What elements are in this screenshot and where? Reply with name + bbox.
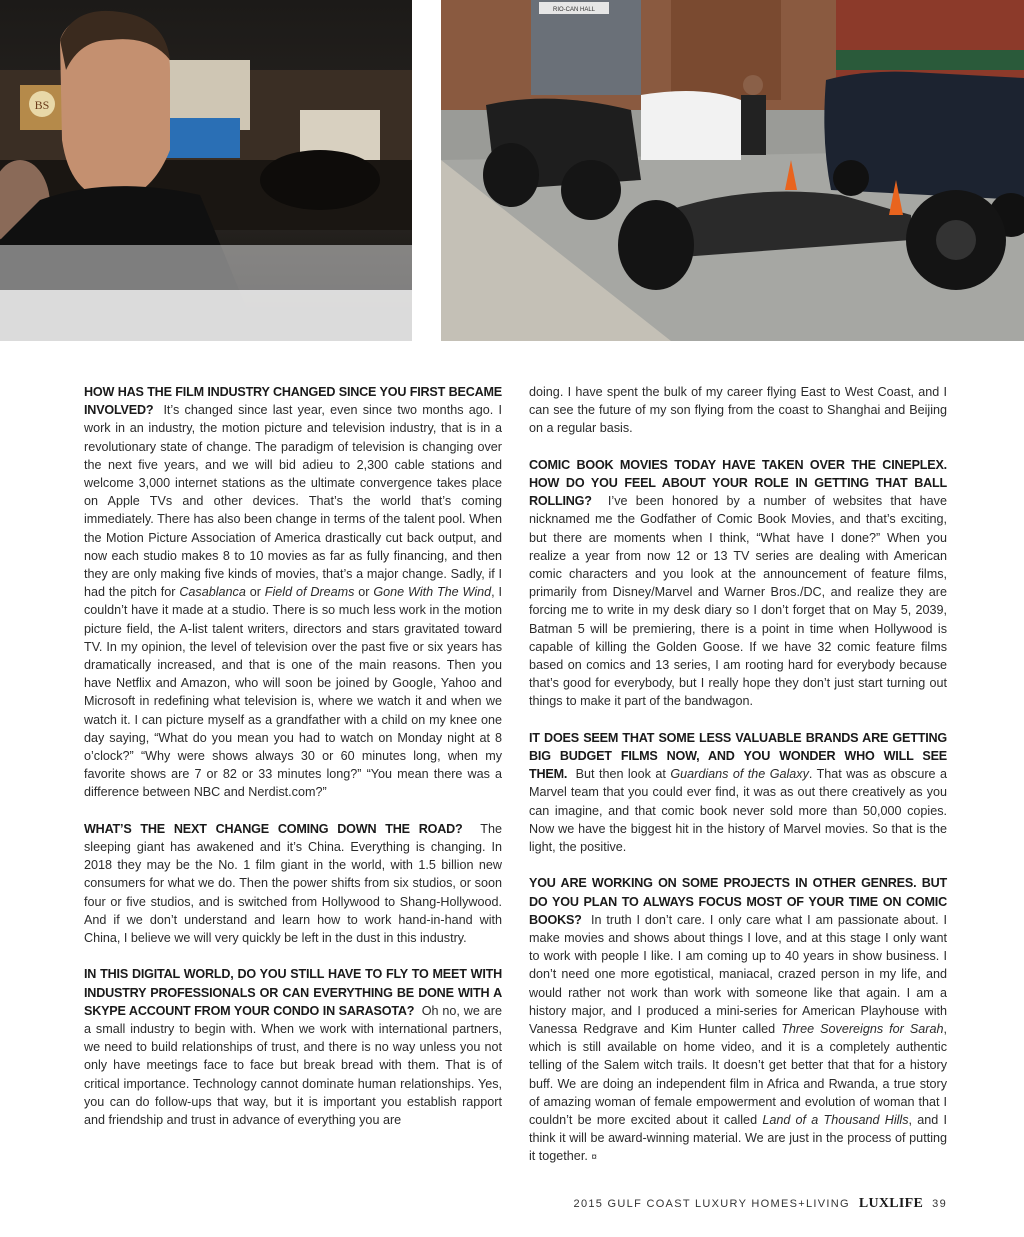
portrait-photo-art [0,0,412,341]
qa-paragraph: IN THIS DIGITAL WORLD, DO YOU STILL HAVE TO FLY TO MEET WITH INDUSTRY PROFESSIONALS OR CAN EVERYTHING BE DONE WITH A SKYPE ACCOUNT FROM YOUR CONDO IN SARASOTA? Oh no, we are a small industry to begin with. When we work with international partners, we need to build relationships of trust, and there is no way unless you not only have meetings face to face but break bread with them. That is of critical importance. Technology cannot dominate human relationships. Yes, you can do follow-ups that way, but it is important you establish rapport and friendship and trust in advance of everything you are [84,967,502,1128]
question-heading: IT DOES SEEM THAT SOME LESS VALUABLE BRANDS ARE GETTING BIG BUDGET FILMS NOW, AND YOU WONDER WHO WILL SEE THEM. [529,730,947,782]
page-number: 39 [932,1198,947,1210]
end-mark-icon: ¤ [591,1152,597,1164]
publication-name: 2015 GULF COAST LUXURY HOMES+LIVING [573,1198,850,1210]
street-vehicles-photo [441,0,1024,341]
film-title: Guardians of the Galaxy [670,767,809,782]
qa-paragraph: WHAT’S THE NEXT CHANGE COMING DOWN THE ROAD? The sleeping giant has awakened and it’s China. Everything is changing. In 2018 they may be the No. 1 film giant in the world, with 1.5 billion new consumers for what we do. Then the power shifts from six studios, or soon four or five studios, and is switched from Hollywood to Shang-Hollywood. And if we don’t understand and learn how to work hand-in-hand with China, I believe we will very quickly be left in the dust in this industry. [84,821,502,946]
page-footer [574,1196,947,1212]
qa-paragraph: COMIC BOOK MOVIES TODAY HAVE TAKEN OVER THE CINEPLEX. HOW DO YOU FEEL ABOUT YOUR ROLE IN GETTING THAT BALL ROLLING? I’ve been honored by a number of websites that have nicknamed me the Godfather of Comic Book Movies, and that’s exciting, but there are moments when I think, “What have I done?” When you realize a year from now 12 or 13 TV series are dealing with American comic characters and you look at the announcement of feature films, primarily from Disney/Marvel and Warner Bros./DC, and realize they are forcing me to write in my desk diary so I don’t forget that on May 5, 2039, Batman 5 will be premiering, there is a point in time when Hollywood is capable of killing the Golden Goose. If we have 32 comic feature films based on comics and 13 series, I am rooting hard for everybody because that’s good for everybody, but I really hope they don’t just start turning out things to make it part of the bandwagon. [529,457,947,709]
question-heading: HOW HAS THE FILM INDUSTRY CHANGED SINCE YOU FIRST BECAME INVOLVED? [84,385,502,418]
qa-paragraph: doing. I have spent the bulk of my career flying East to West Coast, and I can see the future of my son flying from the coast to Shanghai and Beijing on a regular basis. [529,385,947,436]
film-title: Casablanca [179,585,246,600]
film-title: Land of a Thousand Hills [762,1113,909,1128]
qa-paragraph: YOU ARE WORKING ON SOME PROJECTS IN OTHER GENRES. BUT DO YOU PLAN TO ALWAYS FOCUS MOST OF YOUR TIME ON COMIC BOOKS? In truth I don’t care. I only care what I am passionate about. I make movies and shows about things I love, and at this stage I only want to work with people I like. I am coming up to 40 years in show business. I don’t need one more egotistical, maniacal, crazed person in my life, and would rather not work than work with someone like that again. I am a history major, and I produced a mini-series for American Playhouse with Vanessa Redgrave and Kim Hunter called Three Sovereigns for Sarah, which is still available on home video, and it is a completely authentic telling of the Salem witch trails. It doesn’t get better that that for a history buff. We are doing an independent film in Africa and Rwanda, a true story of amazing woman of female empowerment and evolution of woman that I couldn’t be more excited about it called Land of a Thousand Hills, and I think it will be award-winning material. We are just in the process of putting it together. ¤ [529,876,947,1164]
question-heading: YOU ARE WORKING ON SOME PROJECTS IN OTHER GENRES. BUT DO YOU PLAN TO ALWAYS FOCUS MOST OF YOUR TIME ON COMIC BOOKS? [529,876,947,927]
qa-paragraph: IT DOES SEEM THAT SOME LESS VALUABLE BRANDS ARE GETTING BIG BUDGET FILMS NOW, AND YOU WONDER WHO WILL SEE THEM. But then look at Guardians of the Galaxy. That was as obscure a Marvel team that you could ever find, it was as out there creatively as you can imagine, and that comic book never sold more than 50,000 copies. Now we have the biggest hit in the history of Marvel movies. So that is the light, the positive. [529,730,947,855]
question-heading: COMIC BOOK MOVIES TODAY HAVE TAKEN OVER THE CINEPLEX. HOW DO YOU FEEL ABOUT YOUR ROLE IN GETTING THAT BALL ROLLING? [529,457,947,509]
film-title: Field of Dreams [264,585,355,600]
street-vehicles-photo-art [441,0,1024,341]
article-column-left [84,383,502,1147]
qa-paragraph: HOW HAS THE FILM INDUSTRY CHANGED SINCE YOU FIRST BECAME INVOLVED? It’s changed since last year, even since two months ago. I work in an industry, the motion picture and television industry, that is in a revolutionary state of change. The paradigm of television is changing over the next five years, and we will bid adieu to 2,300 cable stations and welcome 3,000 internet stations as the ultimate convergence takes place on Apple TVs and other devices. That’s the world that’s coming immediately. There has also been change in terms of the talent pool. When the Motion Picture Association of America drastically cut back output, and now each studio makes 8 to 10 movies as far as fully financing, and then they are only making five kinds of movies, that’s a major change. Sadly, if I had the pitch for Casablanca or Field of Dreams or Gone With The Wind, I couldn’t have it made at a studio. There is so much less work in the motion picture field, the A-list talent writers, directors and stars gravitated toward TV. In my opinion, the level of television over the past five or six years has dramatically increased, and that is one of the main reasons. Then you have Netflix and Amazon, who will soon be joined by Google, Yahoo and Microsoft in redefining what television is, where we watch it and when we watch it. I can picture myself as a grandfather with a child on my knee one day saying, “What do you mean you had to watch on Monday night at 8 o’clock?” “Why were shows always 30 or 60 minutes long, when my favorite shows are 7 or 82 or 33 minutes long?” “You mean there was a difference between NBC and Nerdist.com?” [84,385,503,800]
film-title: Gone With The Wind [373,585,492,600]
bs-sign-text: BS [34,98,50,112]
brand-logo: LUXLIFE [858,1196,924,1211]
person-shape [741,95,766,155]
question-heading: IN THIS DIGITAL WORLD, DO YOU STILL HAVE TO FLY TO MEET WITH INDUSTRY PROFESSIONALS OR CAN EVERYTHING BE DONE WITH A SKYPE ACCOUNT FROM YOUR CONDO IN SARASOTA? [84,967,502,1018]
film-title: Three Sovereigns for Sarah [781,1022,944,1037]
svg-text:RIO-CAN HALL: RIO-CAN HALL [552,7,596,13]
article-column-right [529,383,947,1186]
portrait-photo [0,0,412,341]
question-heading: WHAT’S THE NEXT CHANGE COMING DOWN THE ROAD? [84,821,463,836]
